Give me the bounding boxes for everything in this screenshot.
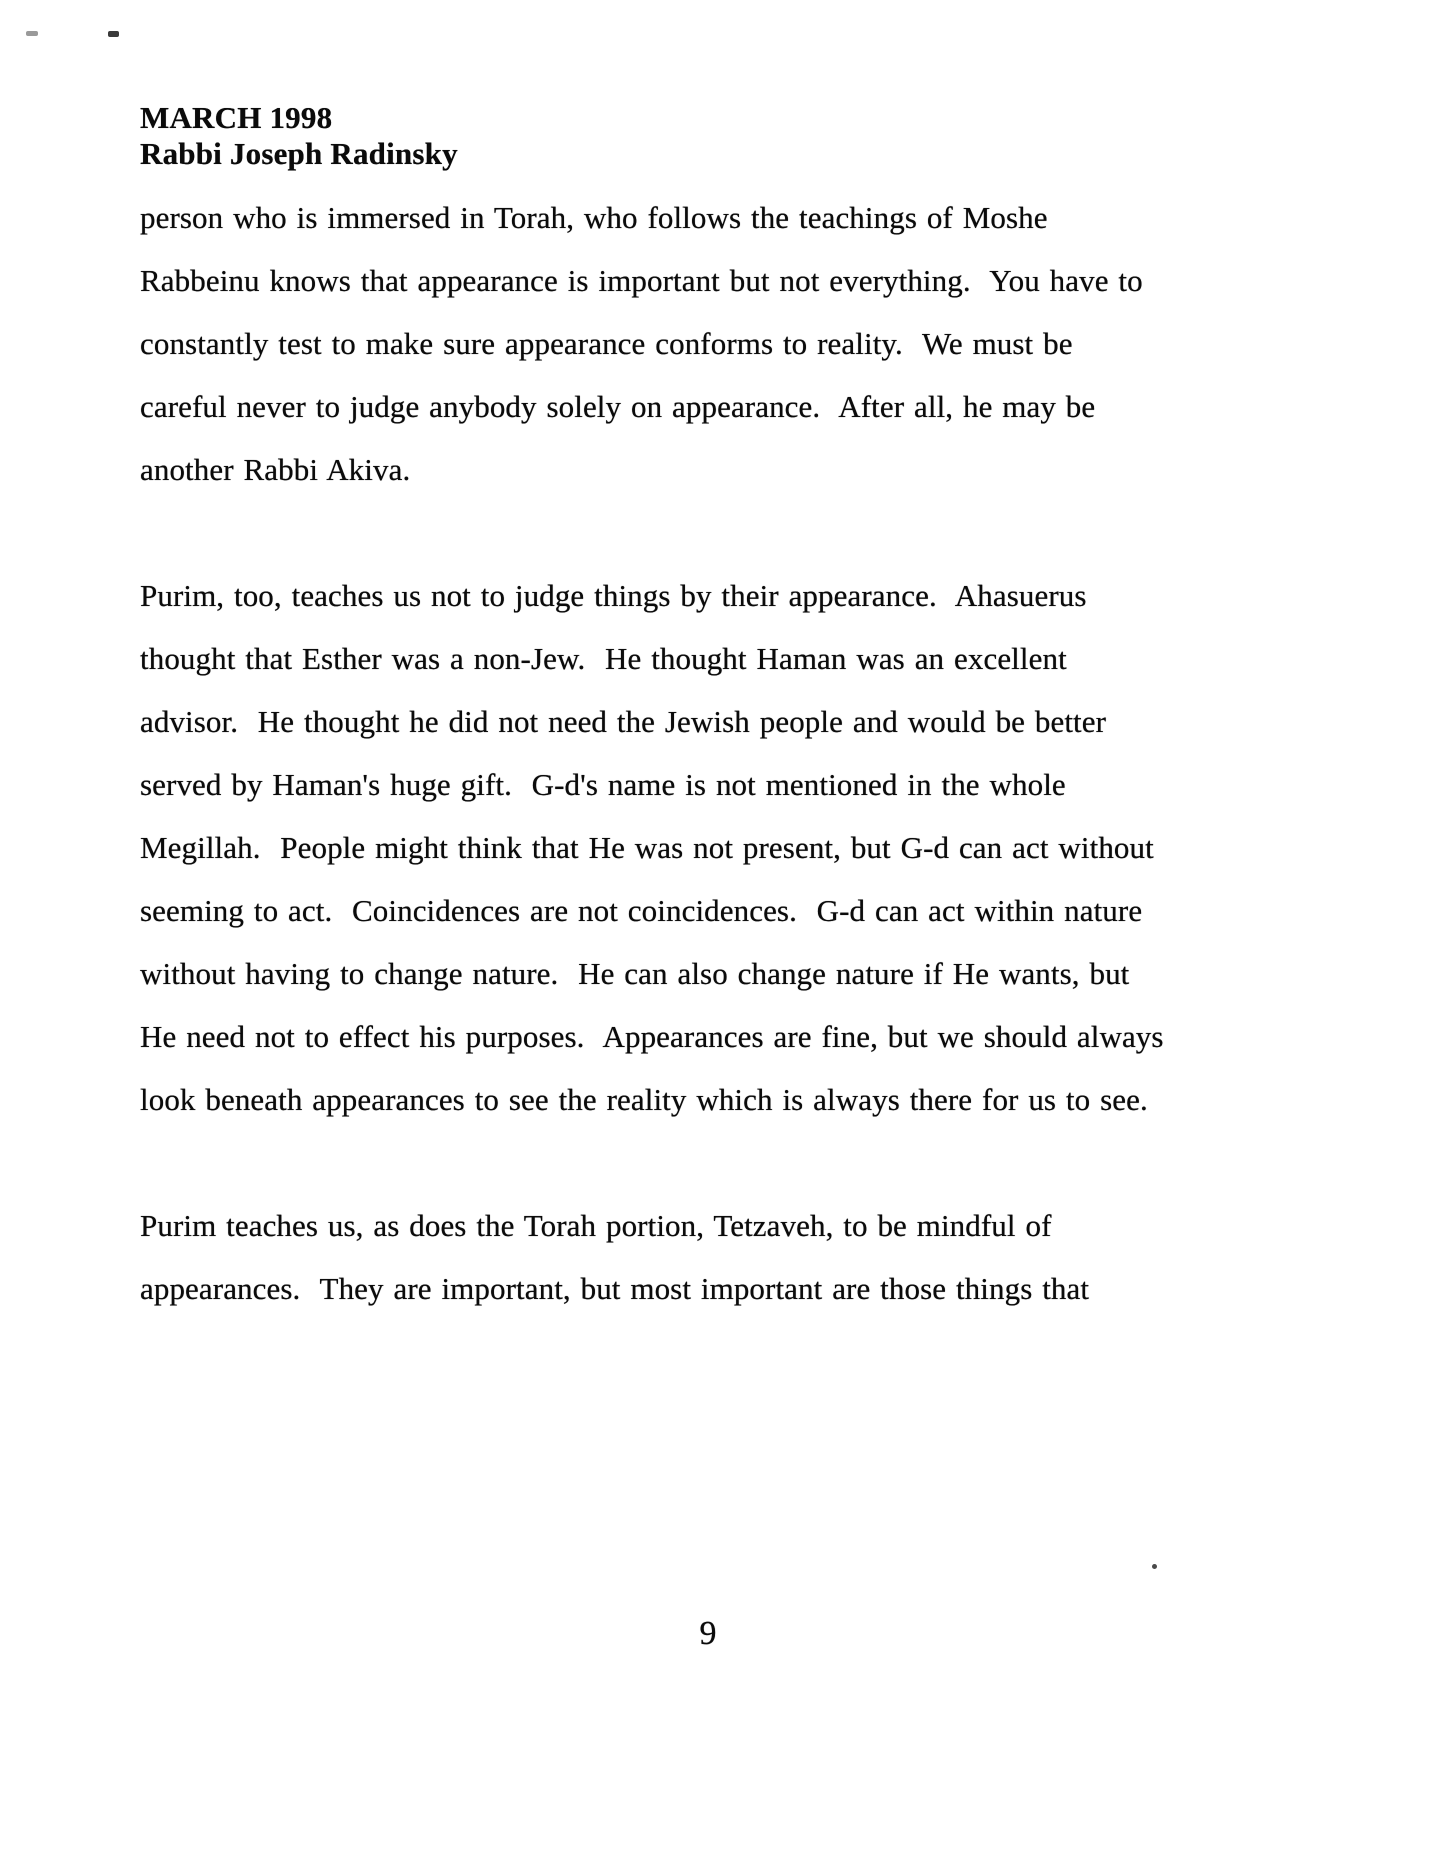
text-line: Megillah. People might think that He was not present, but G-d can act without xyxy=(140,830,1154,865)
text-line: appearances. They are important, but most important are those things that xyxy=(140,1271,1090,1306)
text-line: He need not to effect his purposes. Appearances are fine, but we should always xyxy=(140,1019,1164,1054)
text-line: thought that Esther was a non-Jew. He thought Haman was an excellent xyxy=(140,641,1067,676)
scan-artifact-dot xyxy=(1152,1564,1157,1569)
text-line: advisor. He thought he did not need the Jewish people and would be better xyxy=(140,704,1107,739)
scan-artifact-mark xyxy=(26,31,38,36)
paragraph xyxy=(140,564,1350,1131)
text-line: Purim, too, teaches us not to judge things by their appearance. Ahasuerus xyxy=(140,578,1087,613)
paragraph xyxy=(140,1194,1350,1320)
text-line: without having to change nature. He can also change nature if He wants, but xyxy=(140,956,1130,991)
header-author: Rabbi Joseph Radinsky xyxy=(140,136,458,171)
body-text xyxy=(140,186,1350,1320)
text-line: constantly test to make sure appearance conforms to reality. We must be xyxy=(140,326,1073,361)
text-line: another Rabbi Akiva. xyxy=(140,452,411,487)
text-line: person who is immersed in Torah, who follows the teachings of Moshe xyxy=(140,200,1048,235)
paragraph xyxy=(140,186,1350,501)
header-date: MARCH 1998 xyxy=(140,100,333,135)
text-line: Rabbeinu knows that appearance is important but not everything. You have to xyxy=(140,263,1143,298)
text-line: served by Haman's huge gift. G-d's name is not mentioned in the whole xyxy=(140,767,1066,802)
text-line: look beneath appearances to see the reality which is always there for us to see. xyxy=(140,1082,1148,1117)
scan-artifact-mark xyxy=(108,31,119,37)
page-number: 9 xyxy=(699,1615,717,1652)
document-header xyxy=(140,100,1350,172)
text-line: careful never to judge anybody solely on appearance. After all, he may be xyxy=(140,389,1096,424)
text-line: seeming to act. Coincidences are not coincidences. G-d can act within nature xyxy=(140,893,1143,928)
text-line: Purim teaches us, as does the Torah portion, Tetzaveh, to be mindful of xyxy=(140,1208,1052,1243)
